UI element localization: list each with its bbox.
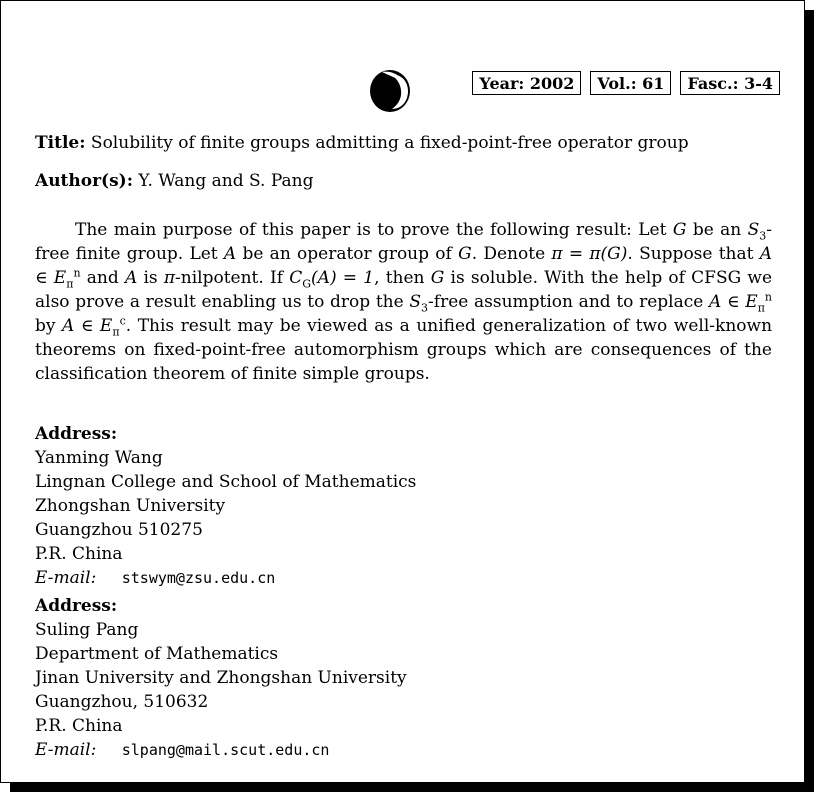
email-label: E-mail:	[35, 740, 97, 760]
email-line	[35, 566, 416, 590]
page-shadow-bottom	[10, 783, 814, 792]
paper-title: Solubility of finite groups admitting a fixed-point-free operator group	[90, 133, 689, 153]
address-line: P.R. China	[35, 716, 123, 736]
address-line: Zhongshan University	[35, 496, 226, 516]
address-line: Department of Mathematics	[35, 644, 279, 664]
address-line: P.R. China	[35, 544, 123, 564]
address-label: Address:	[35, 424, 118, 444]
abstract: The main purpose of this paper is to prove the following result: Let G be an $S_3$-free finite group. Let A be an operator group of G. Denote π = π(G). Suppose that A ∈ $E_\pi^n$ and A is π-nilpotent. If $C_G(A) = 1$, then G is soluble. With the help of CFSG we also prove a result enabling us to drop the $S_3$-free assumption and to replace A ∈ $E_\pi^n$ by A ∈ $E_\pi^c$. This result may be viewed as a unified generalization of two well-known theorems on fixed-point-free automorphism groups which are consequences of the classification theorem of finite simple groups.	[35, 220, 773, 384]
address-line: Lingnan College and School of Mathematics	[35, 472, 417, 492]
journal-logo-icon	[368, 68, 412, 114]
address-label: Address:	[35, 596, 118, 616]
address-line: Suling Pang	[35, 620, 139, 640]
address-line: Yanming Wang	[35, 448, 163, 468]
address-line: Jinan University and Zhongshan University	[35, 668, 407, 688]
email-link[interactable]: stswym@zsu.edu.cn	[121, 569, 276, 587]
address-line: Guangzhou 510275	[35, 520, 203, 540]
fascicle-box: Fasc.: 3-4	[680, 71, 780, 95]
title-line	[35, 133, 689, 153]
title-label: Title:	[35, 133, 86, 153]
address-block-2	[35, 594, 407, 762]
email-line	[35, 738, 407, 762]
page-shadow-right	[805, 10, 814, 792]
email-link[interactable]: slpang@mail.scut.edu.cn	[121, 741, 330, 759]
authors-label: Author(s):	[35, 171, 133, 191]
authors-line	[35, 171, 313, 191]
paper-authors: Y. Wang and S. Pang	[138, 171, 314, 191]
email-label: E-mail:	[35, 568, 97, 588]
address-line: Guangzhou, 510632	[35, 692, 209, 712]
address-block-1	[35, 422, 416, 590]
issue-info	[472, 71, 780, 95]
year-box: Year: 2002	[472, 71, 581, 95]
volume-box: Vol.: 61	[590, 71, 671, 95]
